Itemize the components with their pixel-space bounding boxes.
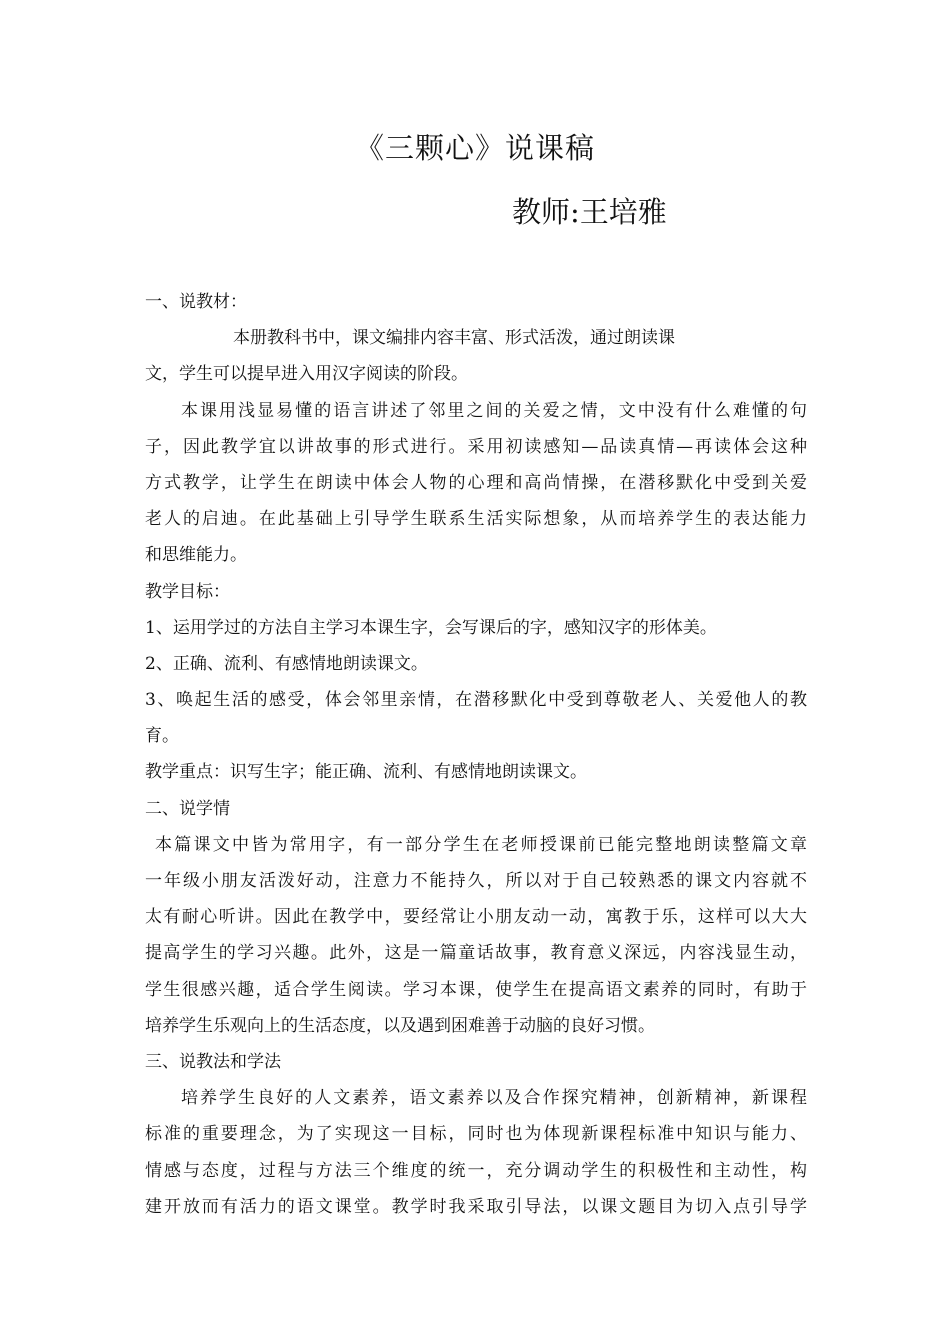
paragraph-line: 文，学生可以提早进入用汉字阅读的阶段。 bbox=[145, 364, 468, 385]
document-author: 教师:王培雅 bbox=[512, 195, 667, 229]
paragraph-line: 本册教科书中，课文编排内容丰富、形式活泼，通过朗读课 bbox=[233, 328, 675, 349]
paragraph-line: 标准的重要理念，为了实现这一目标，同时也为体现新课程标准中知识与能力、 bbox=[145, 1124, 807, 1145]
paragraph-line: 一年级小朋友活泼好动，注意力不能持久，所以对于自己较熟悉的课文内容就不 bbox=[145, 871, 807, 891]
paragraph-line: 提高学生的学习兴趣。此外，这是一篇童话故事，教育意义深远，内容浅显生动， bbox=[145, 943, 807, 964]
paragraph-line: 学生很感兴趣，适合学生阅读。学习本课，使学生在提高语文素养的同时，有助于 bbox=[145, 979, 807, 1000]
document-body bbox=[145, 284, 807, 1225]
document-title: 《三颗心》说课稿 bbox=[354, 131, 595, 165]
paragraph-line: 和思维能力。 bbox=[145, 545, 247, 566]
paragraph-line: 本篇课文中皆为常用字，有一部分学生在老师授课前已能完整地朗读整篇文章 bbox=[155, 834, 807, 855]
goal-item: 2、正确、流利、有感情地朗读课文。 bbox=[145, 653, 428, 674]
goal-item: 1、运用学过的方法自主学习本课生字，会写课后的字，感知汉字的形体美。 bbox=[145, 617, 717, 638]
paragraph-line: 建开放而有活力的语文课堂。教学时我采取引导法，以课文题目为切入点引导学 bbox=[145, 1196, 807, 1217]
paragraph-line: 太有耐心听讲。因此在教学中，要经常让小朋友动一动，寓教于乐，这样可以大大 bbox=[145, 907, 807, 928]
section-heading-students: 二、说学情 bbox=[145, 798, 230, 819]
paragraph-line: 子，因此教学宜以讲故事的形式进行。采用初读感知—品读真情—再读体会这种 bbox=[145, 436, 807, 457]
section-heading-textbook: 一、说教材： bbox=[145, 292, 247, 312]
paragraph-line: 方式教学，让学生在朗读中体会人物的心理和高尚情操，在潜移默化中受到关爱 bbox=[145, 472, 807, 493]
paragraph-line: 培养学生乐观向上的生活态度，以及遇到困难善于动脑的良好习惯。 bbox=[145, 1015, 655, 1036]
paragraph-line: 本课用浅显易懂的语言讲述了邻里之间的关爱之情，文中没有什么难懂的句 bbox=[181, 400, 807, 421]
paragraph-line: 培养学生良好的人文素养，语文素养以及合作探究精神，创新精神，新课程 bbox=[181, 1088, 807, 1109]
section-heading-goals: 教学目标： bbox=[145, 581, 230, 602]
paragraph-line: 情感与态度，过程与方法三个维度的统一，充分调动学生的积极性和主动性，构 bbox=[145, 1160, 807, 1181]
key-points: 教学重点：识写生字；能正确、流利、有感情地朗读课文。 bbox=[145, 762, 587, 783]
section-heading-methods: 三、说教法和学法 bbox=[145, 1051, 281, 1072]
goal-item: 育。 bbox=[145, 726, 179, 747]
goal-item: 3、唤起生活的感受，体会邻里亲情，在潜移默化中受到尊敬老人、关爱他人的教 bbox=[145, 690, 807, 711]
paragraph-line: 老人的启迪。在此基础上引导学生联系生活实际想象，从而培养学生的表达能力 bbox=[145, 509, 807, 530]
